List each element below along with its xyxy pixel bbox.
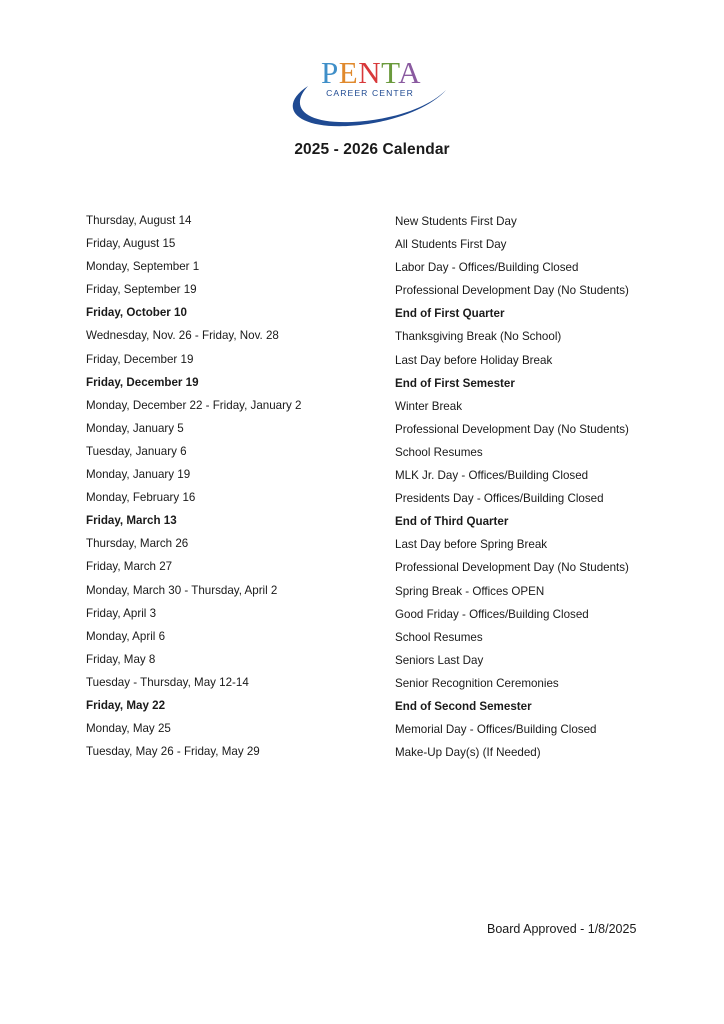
event-date: Thursday, August 14 bbox=[86, 214, 192, 227]
logo-letter: P bbox=[321, 56, 339, 90]
calendar-row bbox=[0, 509, 724, 532]
calendar-row bbox=[0, 232, 724, 255]
event-date: Friday, September 19 bbox=[86, 283, 197, 297]
logo-letter: N bbox=[358, 56, 382, 90]
event-date: Friday, March 27 bbox=[86, 560, 173, 574]
event-date: Tuesday, May 26 - Friday, May 29 bbox=[86, 745, 260, 759]
calendar-row bbox=[0, 579, 724, 602]
calendar-row bbox=[0, 301, 724, 324]
event-description: Presidents Day - Offices/Building Closed bbox=[395, 492, 604, 506]
event-description: Seniors Last Day bbox=[395, 653, 484, 667]
calendar-event-list bbox=[0, 209, 724, 763]
calendar-row bbox=[0, 625, 724, 648]
calendar-row bbox=[0, 648, 724, 671]
calendar-row bbox=[0, 463, 724, 486]
calendar-row bbox=[0, 394, 724, 417]
event-description: Last Day before Spring Break bbox=[395, 538, 548, 552]
calendar-row bbox=[0, 671, 724, 694]
event-date: Friday, August 15 bbox=[86, 237, 176, 251]
event-description: Thanksgiving Break (No School) bbox=[395, 330, 562, 344]
event-description: End of First Semester bbox=[395, 376, 515, 390]
event-date: Monday, September 1 bbox=[86, 260, 200, 274]
calendar-row bbox=[0, 717, 724, 740]
calendar-row bbox=[0, 602, 724, 625]
logo-letter: A bbox=[398, 56, 421, 90]
event-description: Professional Development Day (No Students) bbox=[395, 422, 629, 436]
event-date: Friday, March 13 bbox=[86, 514, 177, 528]
calendar-row bbox=[0, 255, 724, 278]
event-description: MLK Jr. Day - Offices/Building Closed bbox=[395, 469, 589, 483]
event-date: Monday, January 19 bbox=[86, 468, 191, 482]
logo-letter: T bbox=[381, 56, 399, 90]
event-description: Spring Break - Offices OPEN bbox=[395, 584, 545, 598]
logo-wordmark bbox=[321, 56, 421, 90]
event-date: Thursday, March 26 bbox=[86, 537, 189, 551]
calendar-row bbox=[0, 440, 724, 463]
event-date: Tuesday - Thursday, May 12-14 bbox=[86, 675, 249, 689]
event-description: Memorial Day - Offices/Building Closed bbox=[395, 723, 597, 737]
calendar-row bbox=[0, 348, 724, 371]
event-date: Friday, December 19 bbox=[86, 352, 194, 366]
event-date: Wednesday, Nov. 26 - Friday, Nov. 28 bbox=[86, 329, 279, 343]
event-description: Last Day before Holiday Break bbox=[395, 353, 553, 367]
event-description: Professional Development Day (No Students) bbox=[395, 284, 629, 298]
calendar-row bbox=[0, 740, 724, 763]
event-date: Tuesday, January 6 bbox=[86, 444, 187, 458]
calendar-row bbox=[0, 417, 724, 440]
calendar-row bbox=[0, 486, 724, 509]
event-date: Monday, May 25 bbox=[86, 722, 171, 736]
event-description: School Resumes bbox=[395, 630, 483, 644]
event-description: End of Third Quarter bbox=[395, 515, 509, 529]
event-date: Friday, May 22 bbox=[86, 698, 166, 712]
event-description: Make-Up Day(s) (If Needed) bbox=[395, 746, 541, 760]
logo-graphic bbox=[288, 56, 452, 132]
calendar-row bbox=[0, 694, 724, 717]
event-date: Monday, January 5 bbox=[86, 421, 184, 435]
board-approval-note: Board Approved - 1/8/2025 bbox=[487, 922, 637, 936]
event-description: All Students First Day bbox=[395, 238, 507, 252]
event-description: New Students First Day bbox=[395, 215, 517, 228]
event-date: Monday, April 6 bbox=[86, 629, 166, 643]
logo-letter: E bbox=[338, 56, 359, 90]
event-date: Friday, April 3 bbox=[86, 606, 157, 620]
event-description: School Resumes bbox=[395, 445, 483, 459]
event-date: Monday, December 22 - Friday, January 2 bbox=[86, 398, 302, 412]
page-title: 2025 - 2026 Calendar bbox=[294, 141, 450, 158]
event-description: Labor Day - Offices/Building Closed bbox=[395, 261, 579, 275]
event-description: End of Second Semester bbox=[395, 699, 532, 713]
event-date: Friday, December 19 bbox=[86, 375, 199, 389]
logo-subtitle: CAREER CENTER bbox=[326, 88, 414, 98]
calendar-row bbox=[0, 324, 724, 347]
event-date: Friday, May 8 bbox=[86, 652, 156, 666]
calendar-row bbox=[0, 555, 724, 578]
calendar-row bbox=[0, 371, 724, 394]
event-date: Monday, February 16 bbox=[86, 491, 196, 505]
event-date: Monday, March 30 - Thursday, April 2 bbox=[86, 583, 278, 597]
calendar-row bbox=[0, 278, 724, 301]
event-description: End of First Quarter bbox=[395, 307, 505, 321]
event-description: Senior Recognition Ceremonies bbox=[395, 676, 559, 690]
event-date: Friday, October 10 bbox=[86, 306, 187, 320]
event-description: Winter Break bbox=[395, 399, 463, 413]
penta-career-center-logo bbox=[288, 56, 452, 132]
calendar-row bbox=[0, 209, 724, 232]
calendar-row bbox=[0, 532, 724, 555]
event-description: Good Friday - Offices/Building Closed bbox=[395, 607, 589, 621]
event-description: Professional Development Day (No Students) bbox=[395, 561, 629, 575]
